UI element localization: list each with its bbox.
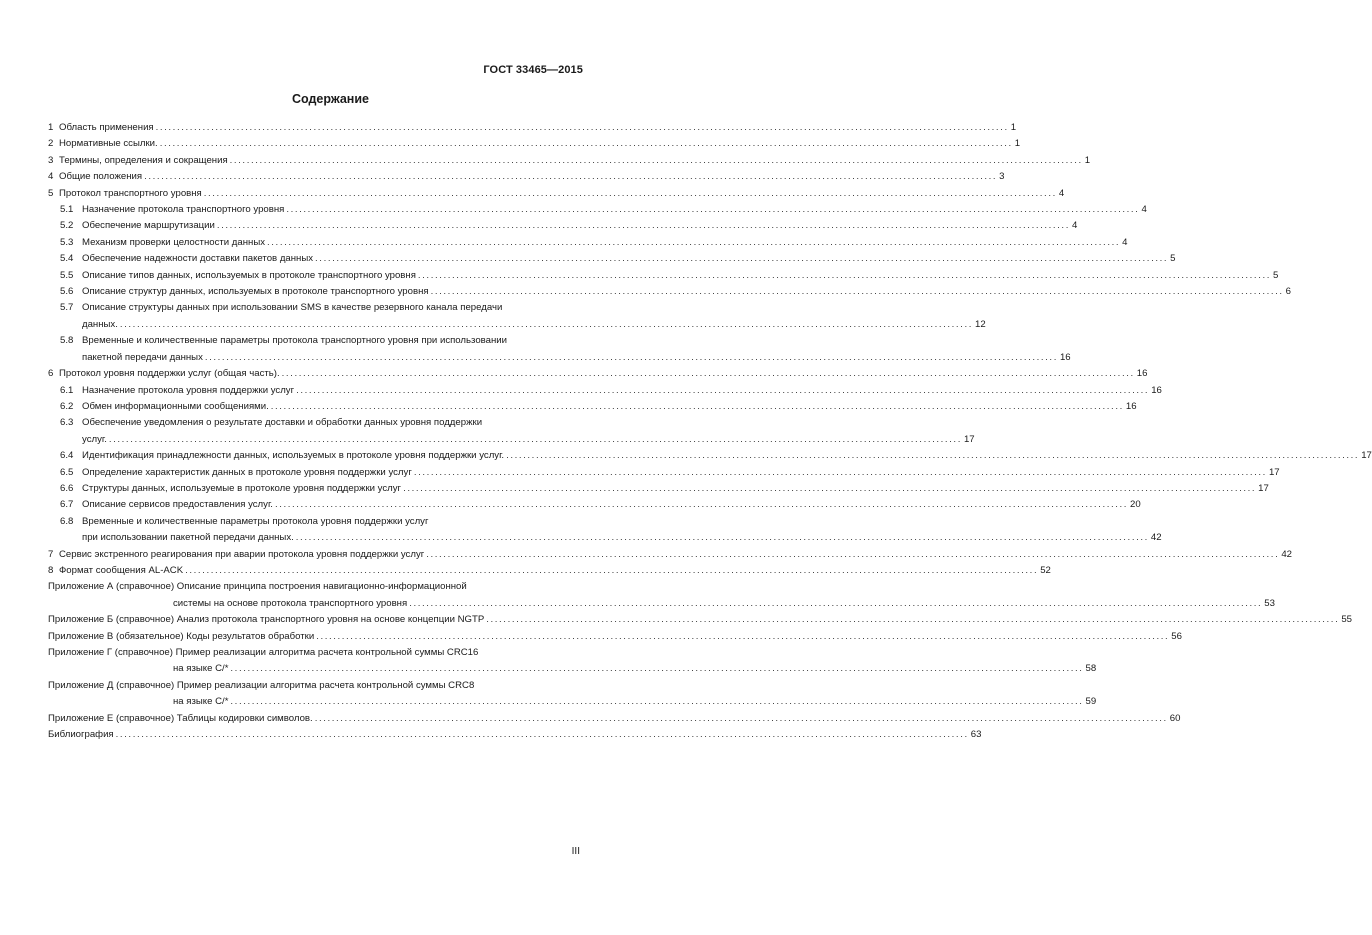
toc-number: 5.8 (60, 335, 74, 347)
toc-title: Идентификация принадлежности данных, используемых в протоколе уровня поддержки услуг. (82, 450, 505, 462)
leader-dots: ........................................................................................................................................................................................................ (203, 187, 1057, 199)
toc-title-cont: при использовании пакетной передачи данных. (82, 532, 294, 544)
toc-title: Приложение Е (справочное) Таблицы кодировки символов. (48, 712, 313, 724)
toc-title: Приложение Г (справочное) Пример реализации алгоритма расчета контрольной суммы CRC16 (48, 647, 479, 658)
toc-number: 4 (48, 171, 54, 183)
leader-dots: ........................................................................................................................................................................................................ (286, 204, 1140, 216)
toc-page: 16 (1151, 384, 1162, 396)
toc-title: Приложение Б (справочное) Анализ протокола транспортного уровня на основе концепции NGTP (48, 614, 485, 626)
toc-entry[interactable] (48, 300, 986, 333)
toc-page: 5 (1273, 269, 1279, 281)
leader-dots: ........................................................................................................................................................................................................ (281, 368, 1135, 380)
toc-number: 6.7 (60, 499, 74, 511)
leader-dots: ........................................................................................................................................................................................................ (403, 482, 1257, 494)
toc-entry[interactable] (48, 284, 1292, 300)
toc-page: 17 (1268, 466, 1280, 478)
toc-title: Термины, определения и сокращения (59, 154, 228, 166)
toc-entry-appendix[interactable] (48, 645, 1097, 678)
toc-number: 6.1 (60, 384, 74, 396)
toc-page: 16 (1059, 351, 1071, 363)
toc-title-cont: системы на основе протокола транспортного уровня (173, 597, 408, 609)
toc-number: 6.6 (60, 482, 74, 494)
toc-title-cont: пакетной передачи данных (82, 351, 203, 363)
toc-entry[interactable] (48, 235, 1128, 251)
toc-page: 4 (1058, 187, 1065, 199)
toc-page: 52 (1040, 564, 1051, 576)
leader-dots: ........................................................................................................................................................................................................ (315, 253, 1169, 265)
leader-dots: ........................................................................................................................................................................................................ (119, 318, 973, 330)
toc-title: Приложение Д (справочное) Пример реализации алгоритма расчета контрольной суммы CRC8 (48, 679, 475, 691)
toc-page: 5 (1170, 253, 1176, 265)
leader-dots: ........................................................................................................................................................................................................ (296, 384, 1150, 396)
toc-number: 5.2 (60, 220, 74, 232)
table-of-contents (48, 120, 1372, 743)
toc-page: 42 (1281, 548, 1293, 560)
toc-page: 59 (1085, 696, 1097, 708)
leader-dots: ........................................................................................................................................................................................................ (270, 400, 1124, 412)
leader-dots: ........................................................................................................................................................................................................ (274, 499, 1129, 511)
toc-title: Приложение А (справочное) Описание принципа построения навигационно-информационной (48, 581, 467, 593)
toc-entry[interactable] (48, 186, 1065, 202)
toc-title: Протокол уровня поддержки услуг (общая часть). (59, 368, 280, 380)
toc-title: Описание структур данных, используемых в протоколе транспортного уровня (82, 286, 429, 298)
leader-dots: ........................................................................................................................................................................................................ (314, 712, 1168, 724)
toc-number: 6.4 (60, 450, 74, 462)
toc-title: Нормативные ссылки. (59, 138, 158, 150)
toc-page: 53 (1264, 597, 1275, 609)
toc-number: 5.4 (60, 253, 74, 265)
toc-number: 5.1 (60, 204, 74, 216)
toc-page: 58 (1085, 663, 1097, 675)
leader-dots: ........................................................................................................................................................................................................ (204, 351, 1058, 363)
toc-title: Временные и количественные параметры протокола транспортного уровня при использовании (82, 335, 507, 347)
toc-title: Область применения (59, 122, 154, 133)
toc-entry[interactable] (48, 563, 1051, 579)
toc-title: Определение характеристик данных в протоколе уровня поддержки услуг (82, 466, 412, 478)
toc-page: 42 (1150, 532, 1162, 544)
toc-page: 63 (970, 729, 982, 741)
toc-number: 6.3 (60, 417, 74, 429)
toc-page: 17 (963, 433, 975, 445)
toc-title: Обеспечение уведомления о результате доставки и обработки данных уровня поддержки (82, 417, 483, 429)
leader-dots: ........................................................................................................................................................................................................ (486, 614, 1340, 626)
toc-entry[interactable] (48, 366, 1148, 382)
page-title: Содержание (291, 92, 369, 106)
toc-entry[interactable] (48, 481, 1269, 497)
toc-page: 60 (1169, 712, 1181, 724)
leader-dots: ........................................................................................................................................................................................................ (108, 433, 962, 445)
toc-page: 1 (1014, 138, 1021, 150)
toc-entry[interactable] (48, 399, 1137, 415)
toc-title: Механизм проверки целостности данных (82, 236, 266, 248)
leader-dots: ........................................................................................................................................................................................................ (506, 450, 1360, 462)
leader-dots: ........................................................................................................................................................................................................ (230, 696, 1084, 708)
toc-number: 6.5 (60, 466, 74, 478)
leader-dots: ........................................................................................................................................................................................................ (216, 220, 1070, 232)
toc-title-cont: данных. (82, 318, 118, 330)
toc-page: 4 (1141, 204, 1147, 216)
toc-title: Описание структуры данных при использовании SMS в качестве резервного канала передачи (82, 302, 503, 314)
toc-page: 16 (1136, 368, 1148, 380)
toc-number: 5 (48, 187, 54, 199)
toc-title: Описание типов данных, используемых в протоколе транспортного уровня (82, 269, 416, 281)
toc-page: 12 (974, 318, 986, 330)
toc-page: 55 (1341, 614, 1353, 626)
toc-page: 56 (1171, 630, 1182, 642)
toc-page: 16 (1125, 400, 1137, 412)
leader-dots: ........................................................................................................................................................................................................ (413, 466, 1267, 478)
toc-entry-bibliography[interactable] (48, 727, 982, 743)
toc-number: 3 (48, 154, 54, 166)
toc-page: 1 (1010, 122, 1017, 133)
toc-entry[interactable] (48, 202, 1147, 218)
toc-page: 4 (1071, 220, 1078, 232)
toc-entry[interactable] (48, 448, 1372, 464)
leader-dots: ........................................................................................................................................................................................................ (295, 532, 1149, 544)
toc-entry[interactable] (48, 218, 1078, 234)
toc-title: Сервис экстренного реагирования при аварии протокола уровня поддержки услуг (59, 548, 425, 560)
toc-title: Описание сервисов предоставления услуг. (82, 499, 273, 511)
toc-entry-appendix[interactable] (48, 579, 1275, 612)
leader-dots: ........................................................................................................................................................................................................ (409, 597, 1263, 609)
toc-number: 5.7 (60, 302, 74, 314)
toc-number: 2 (48, 138, 54, 150)
toc-title: Временные и количественные параметры протокола уровня поддержки услуг (82, 515, 429, 527)
toc-title: Общие положения (59, 171, 143, 183)
leader-dots: ........................................................................................................................................................................................................ (426, 548, 1280, 560)
toc-entry[interactable] (48, 415, 975, 448)
leader-dots: ........................................................................................................................................................................................................ (185, 564, 1039, 576)
toc-title: Протокол транспортного уровня (59, 187, 202, 199)
toc-entry[interactable] (48, 120, 1017, 136)
toc-number: 7 (48, 548, 54, 560)
toc-entry-appendix[interactable] (48, 711, 1181, 727)
leader-dots: ........................................................................................................................................................................................................ (430, 286, 1284, 298)
toc-entry-appendix[interactable] (48, 678, 1097, 711)
toc-title: Обмен информационными сообщениями. (82, 400, 269, 412)
leader-dots: ........................................................................................................................................................................................................ (155, 122, 1009, 133)
leader-dots: ........................................................................................................................................................................................................ (230, 663, 1084, 675)
toc-number: 5.3 (60, 236, 74, 248)
toc-title: Структуры данных, используемые в протоколе уровня поддержки услуг (82, 482, 402, 494)
toc-entry[interactable] (48, 547, 1293, 563)
toc-number: 5.5 (60, 269, 74, 281)
toc-entry[interactable] (48, 333, 1071, 366)
toc-number: 6.2 (60, 400, 74, 412)
toc-title: Приложение В (обязательное) Коды результатов обработки (48, 630, 315, 642)
toc-entry[interactable] (48, 136, 1021, 152)
toc-entry[interactable] (48, 169, 1005, 185)
toc-number: 6.8 (60, 515, 74, 527)
leader-dots: ........................................................................................................................................................................................................ (267, 236, 1121, 248)
toc-title: Обеспечение надежности доставки пакетов данных (82, 253, 314, 265)
toc-title: Формат сообщения AL-ACK (59, 564, 184, 576)
toc-page: 1 (1084, 154, 1091, 166)
toc-entry[interactable] (48, 153, 1091, 169)
leader-dots: ........................................................................................................................................................................................................ (316, 630, 1170, 642)
toc-entry-appendix[interactable] (48, 629, 1182, 645)
toc-title: Назначение протокола транспортного уровня (82, 204, 285, 216)
toc-title: Назначение протокола уровня поддержки услуг (82, 384, 295, 396)
leader-dots: ........................................................................................................................................................................................................ (159, 138, 1013, 150)
toc-entry-appendix[interactable] (48, 612, 1353, 628)
toc-title: Обеспечение маршрутизации (82, 220, 215, 232)
toc-page: 20 (1130, 499, 1141, 511)
toc-page: 6 (1285, 286, 1292, 298)
toc-number: 1 (48, 122, 54, 133)
toc-title-cont: на языке С/* (173, 696, 229, 708)
toc-number: 6 (48, 368, 54, 380)
toc-number: 8 (48, 564, 54, 576)
toc-page: 4 (1122, 236, 1128, 248)
toc-title-cont: на языке С/* (173, 663, 229, 675)
toc-title: Библиография (48, 729, 114, 741)
page-number: III (571, 846, 580, 857)
toc-entry[interactable] (48, 465, 1280, 481)
toc-page: 3 (999, 171, 1005, 183)
toc-entry[interactable] (48, 497, 1141, 513)
toc-entry[interactable] (48, 383, 1162, 399)
leader-dots: ........................................................................................................................................................................................................ (144, 171, 998, 183)
toc-title-cont: услуг. (82, 433, 107, 445)
toc-entry[interactable] (48, 268, 1279, 284)
toc-page: 17 (1361, 450, 1372, 462)
toc-page: 17 (1258, 482, 1269, 494)
document-code: ГОСТ 33465—2015 (483, 64, 583, 76)
toc-entry[interactable] (48, 514, 1162, 547)
leader-dots: ........................................................................................................................................................................................................ (229, 154, 1083, 166)
leader-dots: ........................................................................................................................................................................................................ (417, 269, 1271, 281)
leader-dots: ........................................................................................................................................................................................................ (115, 729, 969, 741)
toc-entry[interactable] (48, 251, 1176, 267)
toc-number: 5.6 (60, 286, 74, 298)
